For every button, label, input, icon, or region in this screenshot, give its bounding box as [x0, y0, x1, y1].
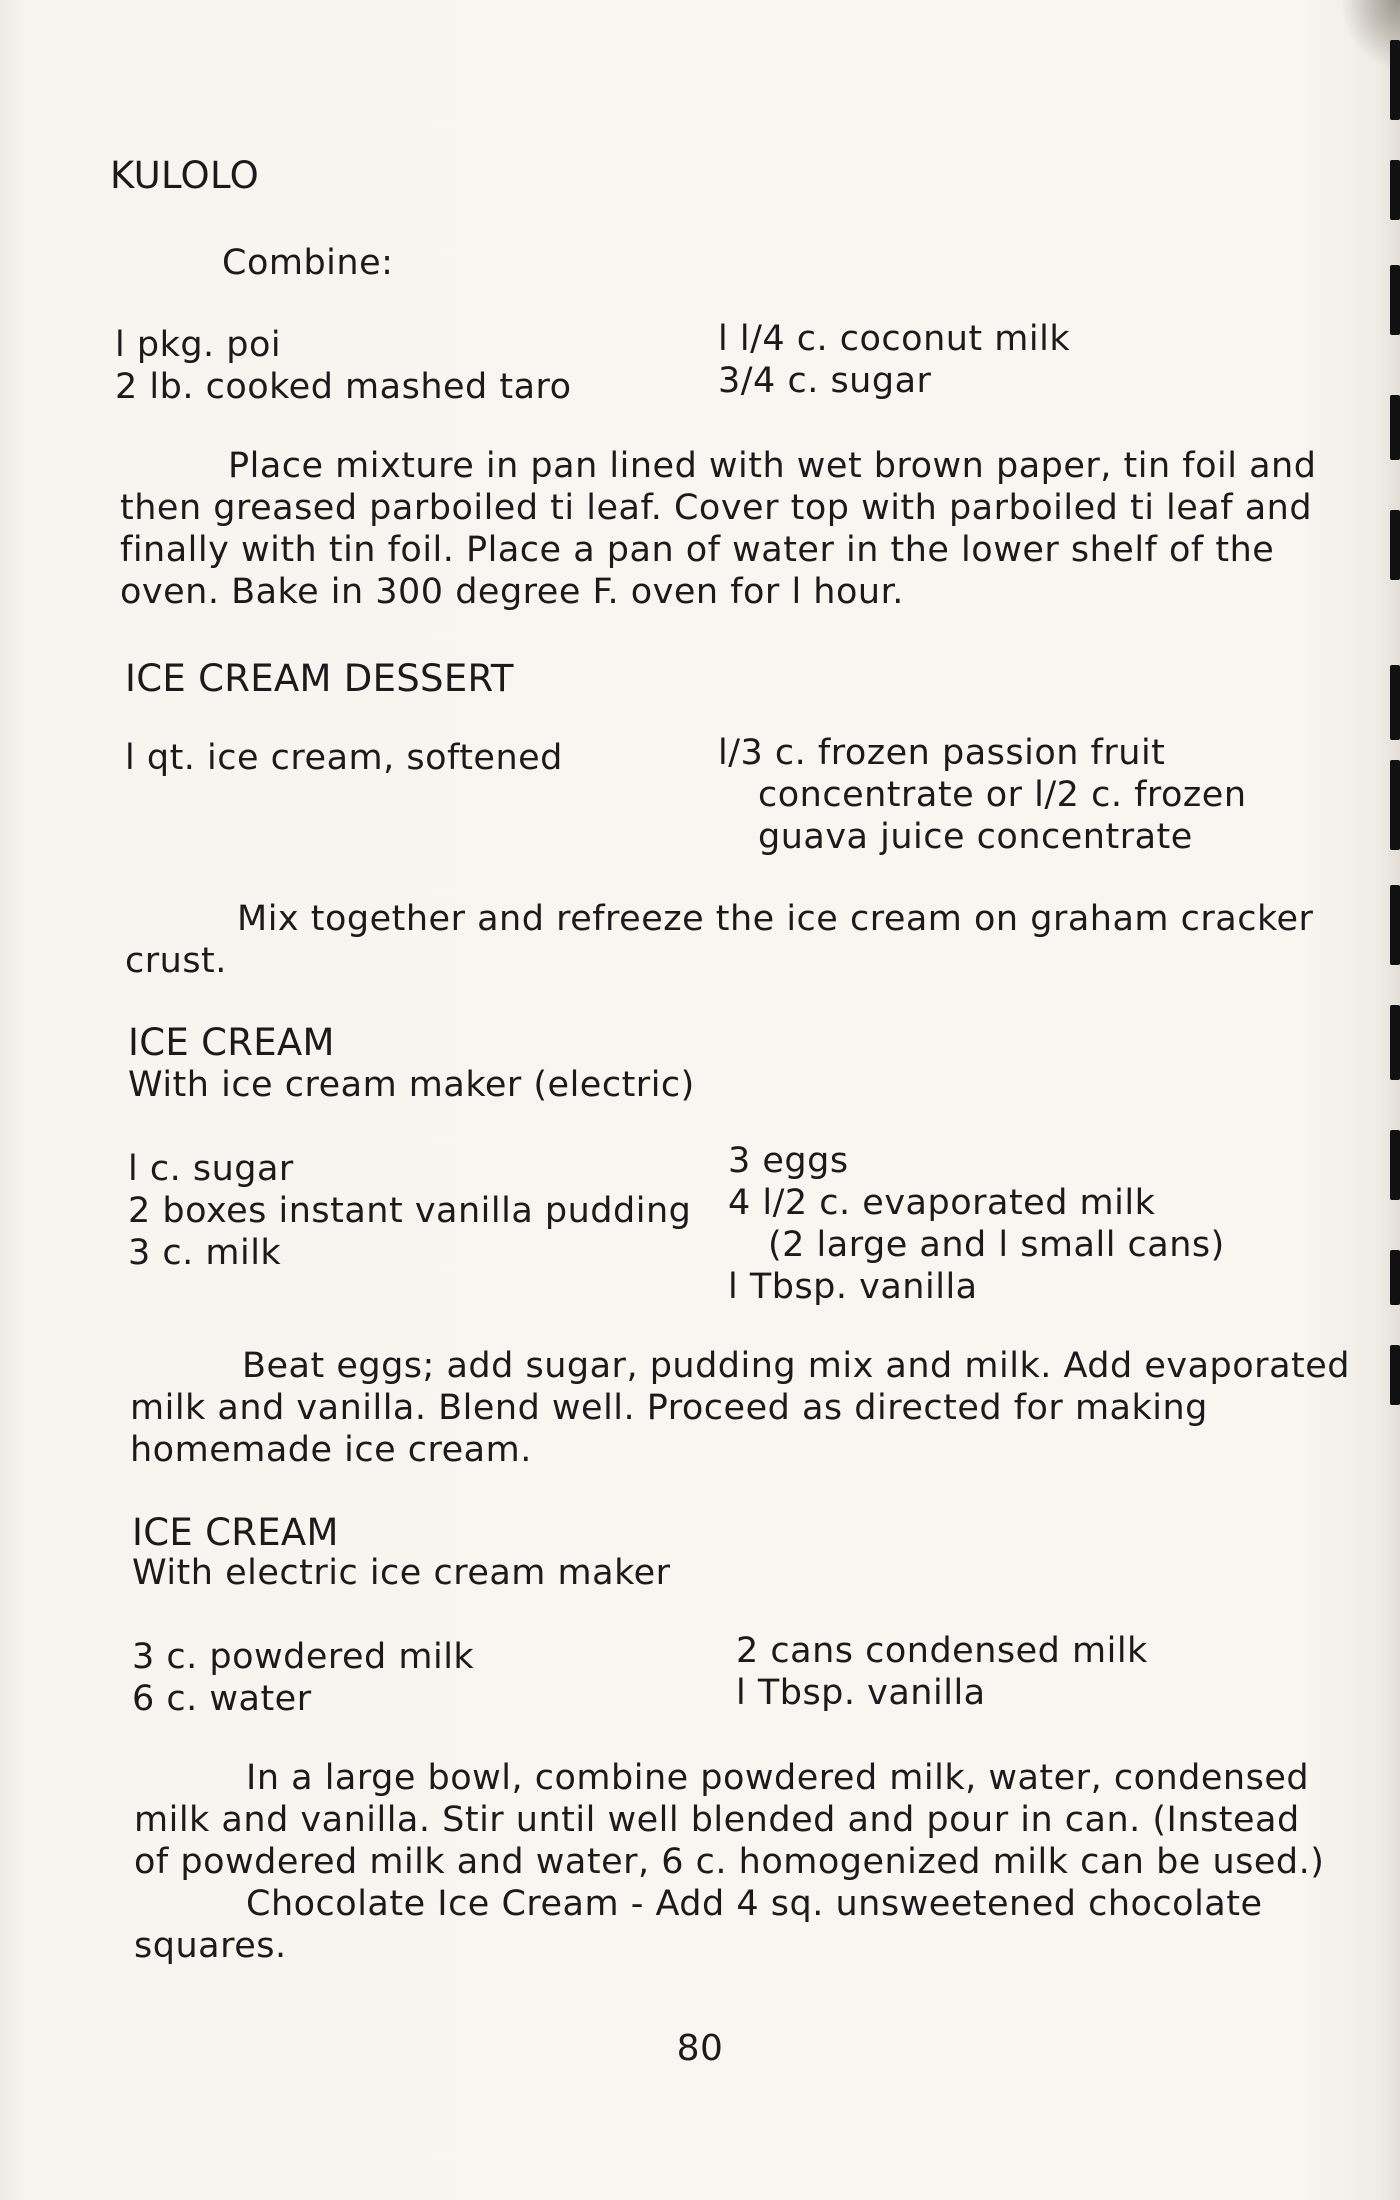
direction-line: squares.: [134, 1926, 287, 1966]
ingredients-left: [125, 737, 563, 779]
ingredient: l/3 c. frozen passion fruit: [718, 733, 1166, 773]
ingredient: 3 c. powdered milk: [132, 1637, 475, 1677]
binding-mark: [1390, 265, 1400, 335]
ingredient: 2 boxes instant vanilla pudding: [128, 1191, 692, 1231]
recipe-directions: [134, 1757, 1324, 1967]
binding-mark: [1390, 1250, 1400, 1305]
direction-line: Chocolate Ice Cream - Add 4 sq. unsweetened chocolate: [246, 1884, 1263, 1924]
ingredient: guava juice concentrate: [758, 817, 1193, 857]
direction-line: Place mixture in pan lined with wet brown paper, tin foil and: [228, 446, 1317, 486]
direction-line: homemade ice cream.: [130, 1430, 532, 1470]
ingredient: 3 c. milk: [128, 1233, 282, 1273]
direction-line: In a large bowl, combine powdered milk, water, condensed: [246, 1758, 1310, 1798]
ingredient: 2 lb. cooked mashed taro: [115, 367, 572, 407]
binding-mark: [1390, 885, 1400, 965]
binding-mark: [1390, 395, 1400, 460]
ingredient: l c. sugar: [128, 1149, 294, 1189]
ingredients-right: [718, 732, 1247, 858]
direction-line: milk and vanilla. Stir until well blended and pour in can. (Instead: [134, 1800, 1300, 1840]
ingredients-right: [728, 1140, 1225, 1308]
ingredient: l pkg. poi: [115, 325, 282, 365]
ingredient: l Tbsp. vanilla: [728, 1267, 978, 1307]
ingredient: l Tbsp. vanilla: [736, 1673, 986, 1713]
recipe-title-ice-cream-dessert: ICE CREAM DESSERT: [125, 657, 514, 700]
recipe-intro: Combine:: [222, 243, 394, 283]
binding-mark: [1390, 1345, 1400, 1405]
direction-line: of powdered milk and water, 6 c. homogenized milk can be used.): [134, 1842, 1325, 1882]
binding-mark: [1390, 665, 1400, 740]
direction-line: oven. Bake in 300 degree F. oven for l hour.: [120, 572, 904, 612]
ingredient: l l/4 c. coconut milk: [718, 319, 1071, 359]
direction-line: finally with tin foil. Place a pan of water in the lower shelf of the: [120, 530, 1275, 570]
ingredient: 6 c. water: [132, 1679, 312, 1719]
recipe-title-ice-cream: ICE CREAM: [128, 1021, 335, 1064]
recipe-subtitle: With ice cream maker (electric): [128, 1065, 695, 1105]
ingredients-left: [115, 324, 572, 408]
ingredients-right: [718, 318, 1070, 402]
direction-line: Beat eggs; add sugar, pudding mix and milk. Add evaporated: [242, 1346, 1350, 1386]
ingredients-right: [736, 1630, 1148, 1714]
recipe-directions: [130, 1345, 1350, 1471]
binding-mark: [1390, 1005, 1400, 1080]
binding-mark: [1390, 760, 1400, 850]
binding-mark: [1390, 40, 1400, 120]
ingredient: (2 large and l small cans): [768, 1225, 1225, 1265]
ingredients-left: [132, 1636, 474, 1720]
recipe-subtitle: With electric ice cream maker: [132, 1553, 671, 1593]
recipe-directions: [120, 445, 1316, 613]
direction-line: Mix together and refreeze the ice cream on graham cracker: [237, 899, 1314, 939]
ingredient: 4 l/2 c. evaporated milk: [728, 1183, 1156, 1223]
ingredient: 2 cans condensed milk: [736, 1631, 1148, 1671]
recipe-title-kulolo: KULOLO: [110, 154, 259, 197]
binding-mark: [1390, 510, 1400, 580]
ingredient: 3/4 c. sugar: [718, 361, 932, 401]
ingredient: concentrate or l/2 c. frozen: [758, 775, 1247, 815]
binding-mark: [1390, 160, 1400, 220]
binding-mark: [1390, 1130, 1400, 1200]
recipe-directions: [125, 898, 1313, 982]
ingredient: l qt. ice cream, softened: [125, 738, 563, 778]
recipe-title-ice-cream: ICE CREAM: [132, 1511, 339, 1554]
direction-line: milk and vanilla. Blend well. Proceed as directed for making: [130, 1388, 1208, 1428]
direction-line: then greased parboiled ti leaf. Cover top with parboiled ti leaf and: [120, 488, 1313, 528]
ingredient: 3 eggs: [728, 1141, 849, 1181]
direction-line: crust.: [125, 941, 227, 981]
ingredients-left: [128, 1148, 691, 1274]
page-number: 80: [676, 2028, 724, 2069]
